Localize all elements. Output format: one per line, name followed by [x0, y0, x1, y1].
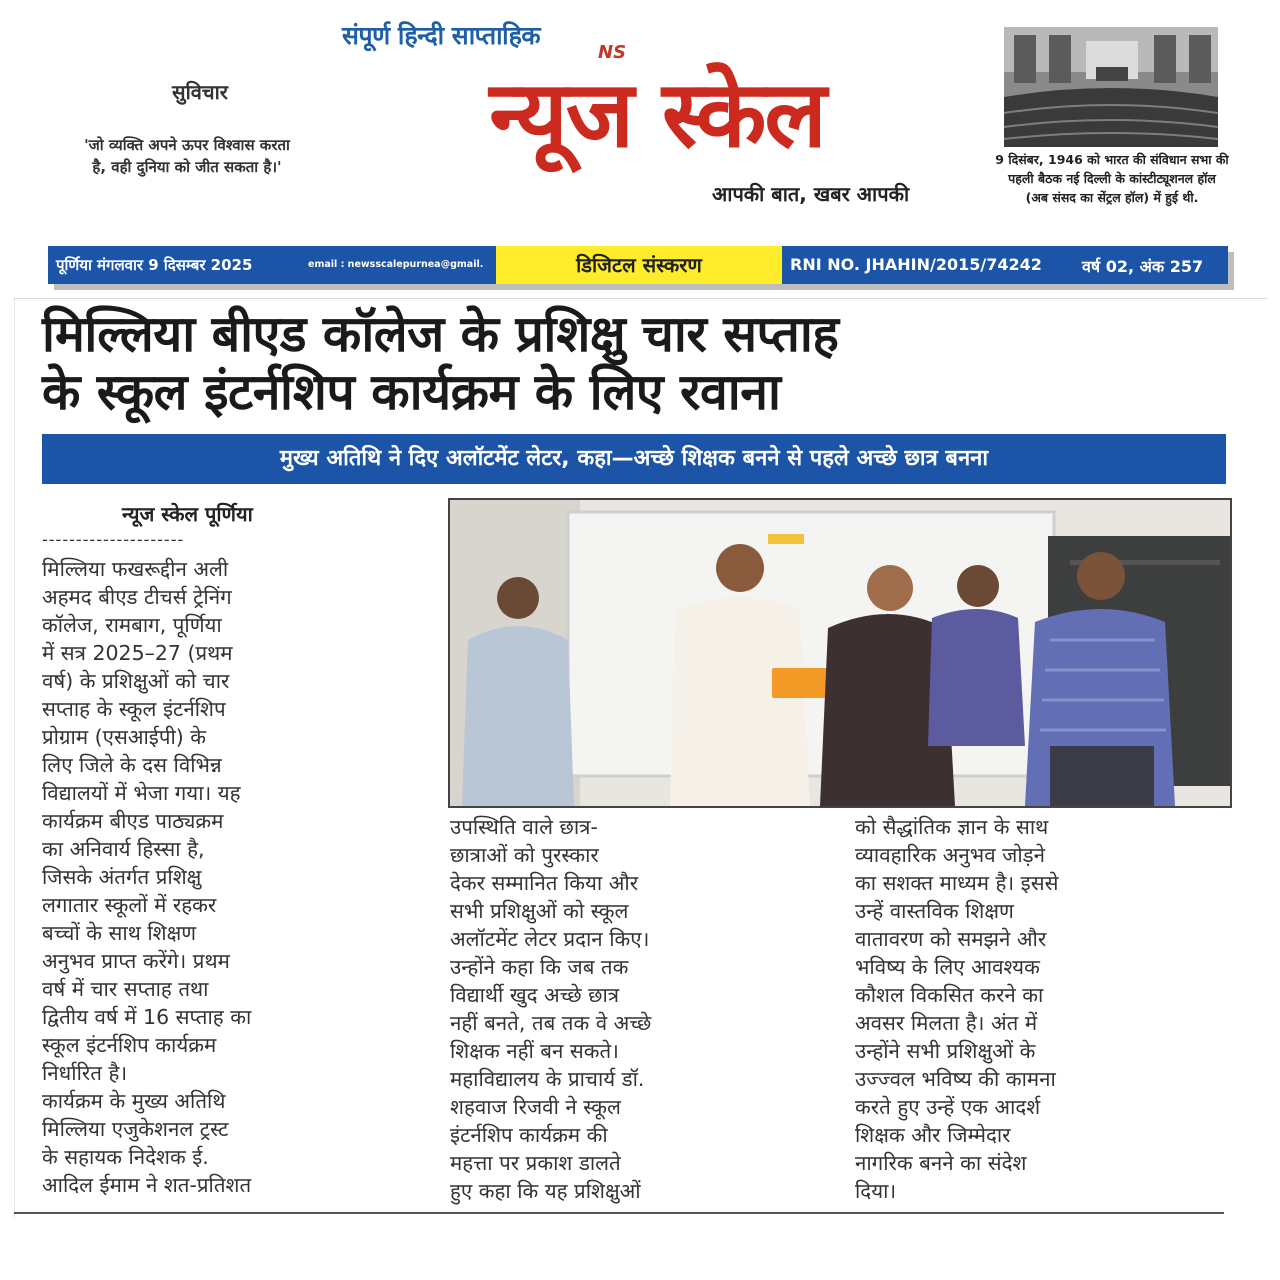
article-text-line: अलॉटमेंट लेटर प्रदान किए।	[450, 927, 650, 951]
article-text-line: विद्यालयों में भेजा गया। यह	[42, 781, 241, 805]
article-text-line: छात्राओं को पुरस्कार	[450, 843, 599, 867]
article-text-line: शिक्षक नहीं बन सकते।	[450, 1039, 619, 1063]
article-text-line: वर्ष) के प्रशिक्षुओं को चार	[42, 669, 230, 693]
article-text-line: व्यावहारिक अनुभव जोड़ने	[855, 843, 1045, 867]
article-text-line: में सत्र 2025–27 (प्रथम	[42, 641, 233, 665]
article-text-line: महाविद्यालय के प्राचार्य डॉ.	[450, 1067, 645, 1091]
contact-email: email : newsscalepurnea@gmail.	[308, 259, 484, 270]
article-text-line: अहमद बीएड टीचर्स ट्रेनिंग	[42, 585, 232, 609]
article-text-line: अनुभव प्राप्त करेंगे। प्रथम	[42, 949, 230, 973]
info-bar-left	[48, 246, 496, 284]
article-text-line: वातावरण को समझने और	[855, 927, 1047, 951]
headline-line: के स्कूल इंटर्नशिप कार्यक्रम के लिए रवाना	[42, 363, 781, 421]
article-text-line: को सैद्धांतिक ज्ञान के साथ	[855, 815, 1049, 839]
article-text-line: उन्हें वास्तविक शिक्षण	[855, 899, 1014, 923]
bottom-divider	[14, 1212, 1224, 1214]
article-text-line: सभी प्रशिक्षुओं को स्कूल	[450, 899, 629, 923]
article-text-line: कौशल विकसित करने का	[855, 983, 1044, 1007]
article-text-line: कॉलेज, रामबाग, पूर्णिया	[42, 613, 222, 637]
article-text-line: उज्ज्वल भविष्य की कामना	[855, 1067, 1056, 1091]
edition-label: डिजिटल संस्करण	[576, 253, 702, 277]
article-text-line: द्वितीय वर्ष में 16 सप्ताह का	[42, 1005, 252, 1029]
article-text-line: करते हुए उन्हें एक आदर्श	[855, 1095, 1041, 1119]
article-text-line: विद्यार्थी खुद अच्छे छात्र	[450, 983, 620, 1007]
article-text-line: लगातार स्कूलों में रहकर	[42, 893, 217, 917]
headline-line: मिल्लिया बीएड कॉलेज के प्रशिक्षु चार सप्ताह	[42, 305, 839, 363]
article-text-line: शहवाज रिजवी ने स्कूल	[450, 1095, 621, 1119]
article-text-line: बच्चों के साथ शिक्षण	[42, 921, 197, 945]
article-text-line: का सशक्त माध्यम है। इससे	[855, 871, 1059, 895]
article-text-line: आदिल ईमाम ने शत-प्रतिशत	[42, 1173, 252, 1197]
article-text-line: नागरिक बनने का संदेश	[855, 1151, 1027, 1175]
article-text-line: उपस्थिति वाले छात्र-	[450, 815, 598, 839]
article-byline: न्यूज स्केल पूर्णिया	[122, 502, 253, 526]
edition-badge	[496, 246, 782, 284]
article-text-line: हुए कहा कि यह प्रशिक्षुओं	[450, 1179, 641, 1203]
article-text-line: उन्होंने कहा कि जब तक	[450, 955, 629, 979]
subhead-bar	[42, 434, 1226, 484]
article-text-line: मिल्लिया एजुकेशनल ट्रस्ट	[42, 1117, 229, 1141]
article-text-line: सप्ताह के स्कूल इंटर्नशिप	[42, 697, 226, 721]
article-text-line: प्रोग्राम (एसआईपी) के	[42, 725, 207, 749]
volume-issue: वर्ष 02, अंक 257	[1082, 257, 1204, 276]
article-text-line: वर्ष में चार सप्ताह तथा	[42, 977, 209, 1001]
article-headline	[42, 305, 1237, 421]
article-text-line: लिए जिले के दस विभिन्न	[42, 753, 222, 777]
rni-number: RNI NO. JHAHIN/2015/74242	[790, 255, 1042, 274]
event-photo	[448, 498, 1232, 808]
article-text-line: निर्धारित है।	[42, 1061, 128, 1085]
suvichar-title: सुविचार	[172, 80, 228, 104]
suvichar-quote: 'जो व्यक्ति अपने ऊपर विश्वास करता है, वही दुनिया को जीत सकता है।'	[84, 136, 290, 176]
info-bar	[48, 246, 1228, 284]
article-text-line: कार्यक्रम के मुख्य अतिथि	[42, 1089, 226, 1113]
article-text-line: उन्होंने सभी प्रशिक्षुओं के	[855, 1039, 1036, 1063]
article-text-line: देकर सम्मानित किया और	[450, 871, 639, 895]
article-text-line: इंटर्नशिप कार्यक्रम की	[450, 1123, 608, 1147]
article-text-line: स्कूल इंटर्नशिप कार्यक्रम	[42, 1033, 217, 1057]
article-column-1	[42, 555, 422, 1199]
info-bar-right	[782, 246, 1228, 284]
history-photo	[1004, 27, 1218, 147]
article-text-line: कार्यक्रम बीएड पाठ्यक्रम	[42, 809, 224, 833]
article-text-line: जिसके अंतर्गत प्रशिक्षु	[42, 865, 202, 889]
article-text-line: शिक्षक और जिम्मेदार	[855, 1123, 1011, 1147]
ns-logo-icon: NS	[598, 42, 627, 63]
article-text-line: नहीं बनते, तब तक वे अच्छे	[450, 1011, 652, 1035]
article-text-line: के सहायक निदेशक ई.	[42, 1145, 209, 1169]
article-text-line: मिल्लिया फखरूद्दीन अली	[42, 557, 229, 581]
byline-divider: ---------------------	[42, 530, 185, 549]
newspaper-name: न्यूज स्केल	[489, 61, 825, 168]
allotment-letter-ceremony-image	[450, 500, 1230, 806]
article-subhead: मुख्य अतिथि ने दिए अलॉटमेंट लेटर, कहा—अच्छे शिक्षक बनने से पहले अच्छे छात्र बनना	[279, 446, 989, 471]
paper-tagline: संपूर्ण हिन्दी साप्ताहिक	[342, 21, 541, 50]
article-text-line: भविष्य के लिए आवश्यक	[855, 955, 1040, 979]
newspaper-motto: आपकी बात, खबर आपकी	[712, 182, 910, 206]
article-column-2	[450, 813, 826, 1205]
article-column-3	[855, 813, 1227, 1205]
article-text-line: का अनिवार्य हिस्सा है,	[42, 837, 205, 861]
issue-date: पूर्णिया मंगलवार 9 दिसम्बर 2025	[56, 256, 253, 274]
article-text-line: महत्ता पर प्रकाश डालते	[450, 1151, 621, 1175]
article-text-line: दिया।	[855, 1179, 897, 1203]
assembly-hall-image	[1004, 27, 1218, 147]
article-text-line: अवसर मिलता है। अंत में	[855, 1011, 1038, 1035]
history-caption: 9 दिसंबर, 1946 को भारत की संविधान सभा की पहली बैठक नई दिल्ली के कांस्टीट्यूशनल हॉल (अब संसद का सेंट्रल हॉल) में हुई थी.	[995, 152, 1229, 205]
